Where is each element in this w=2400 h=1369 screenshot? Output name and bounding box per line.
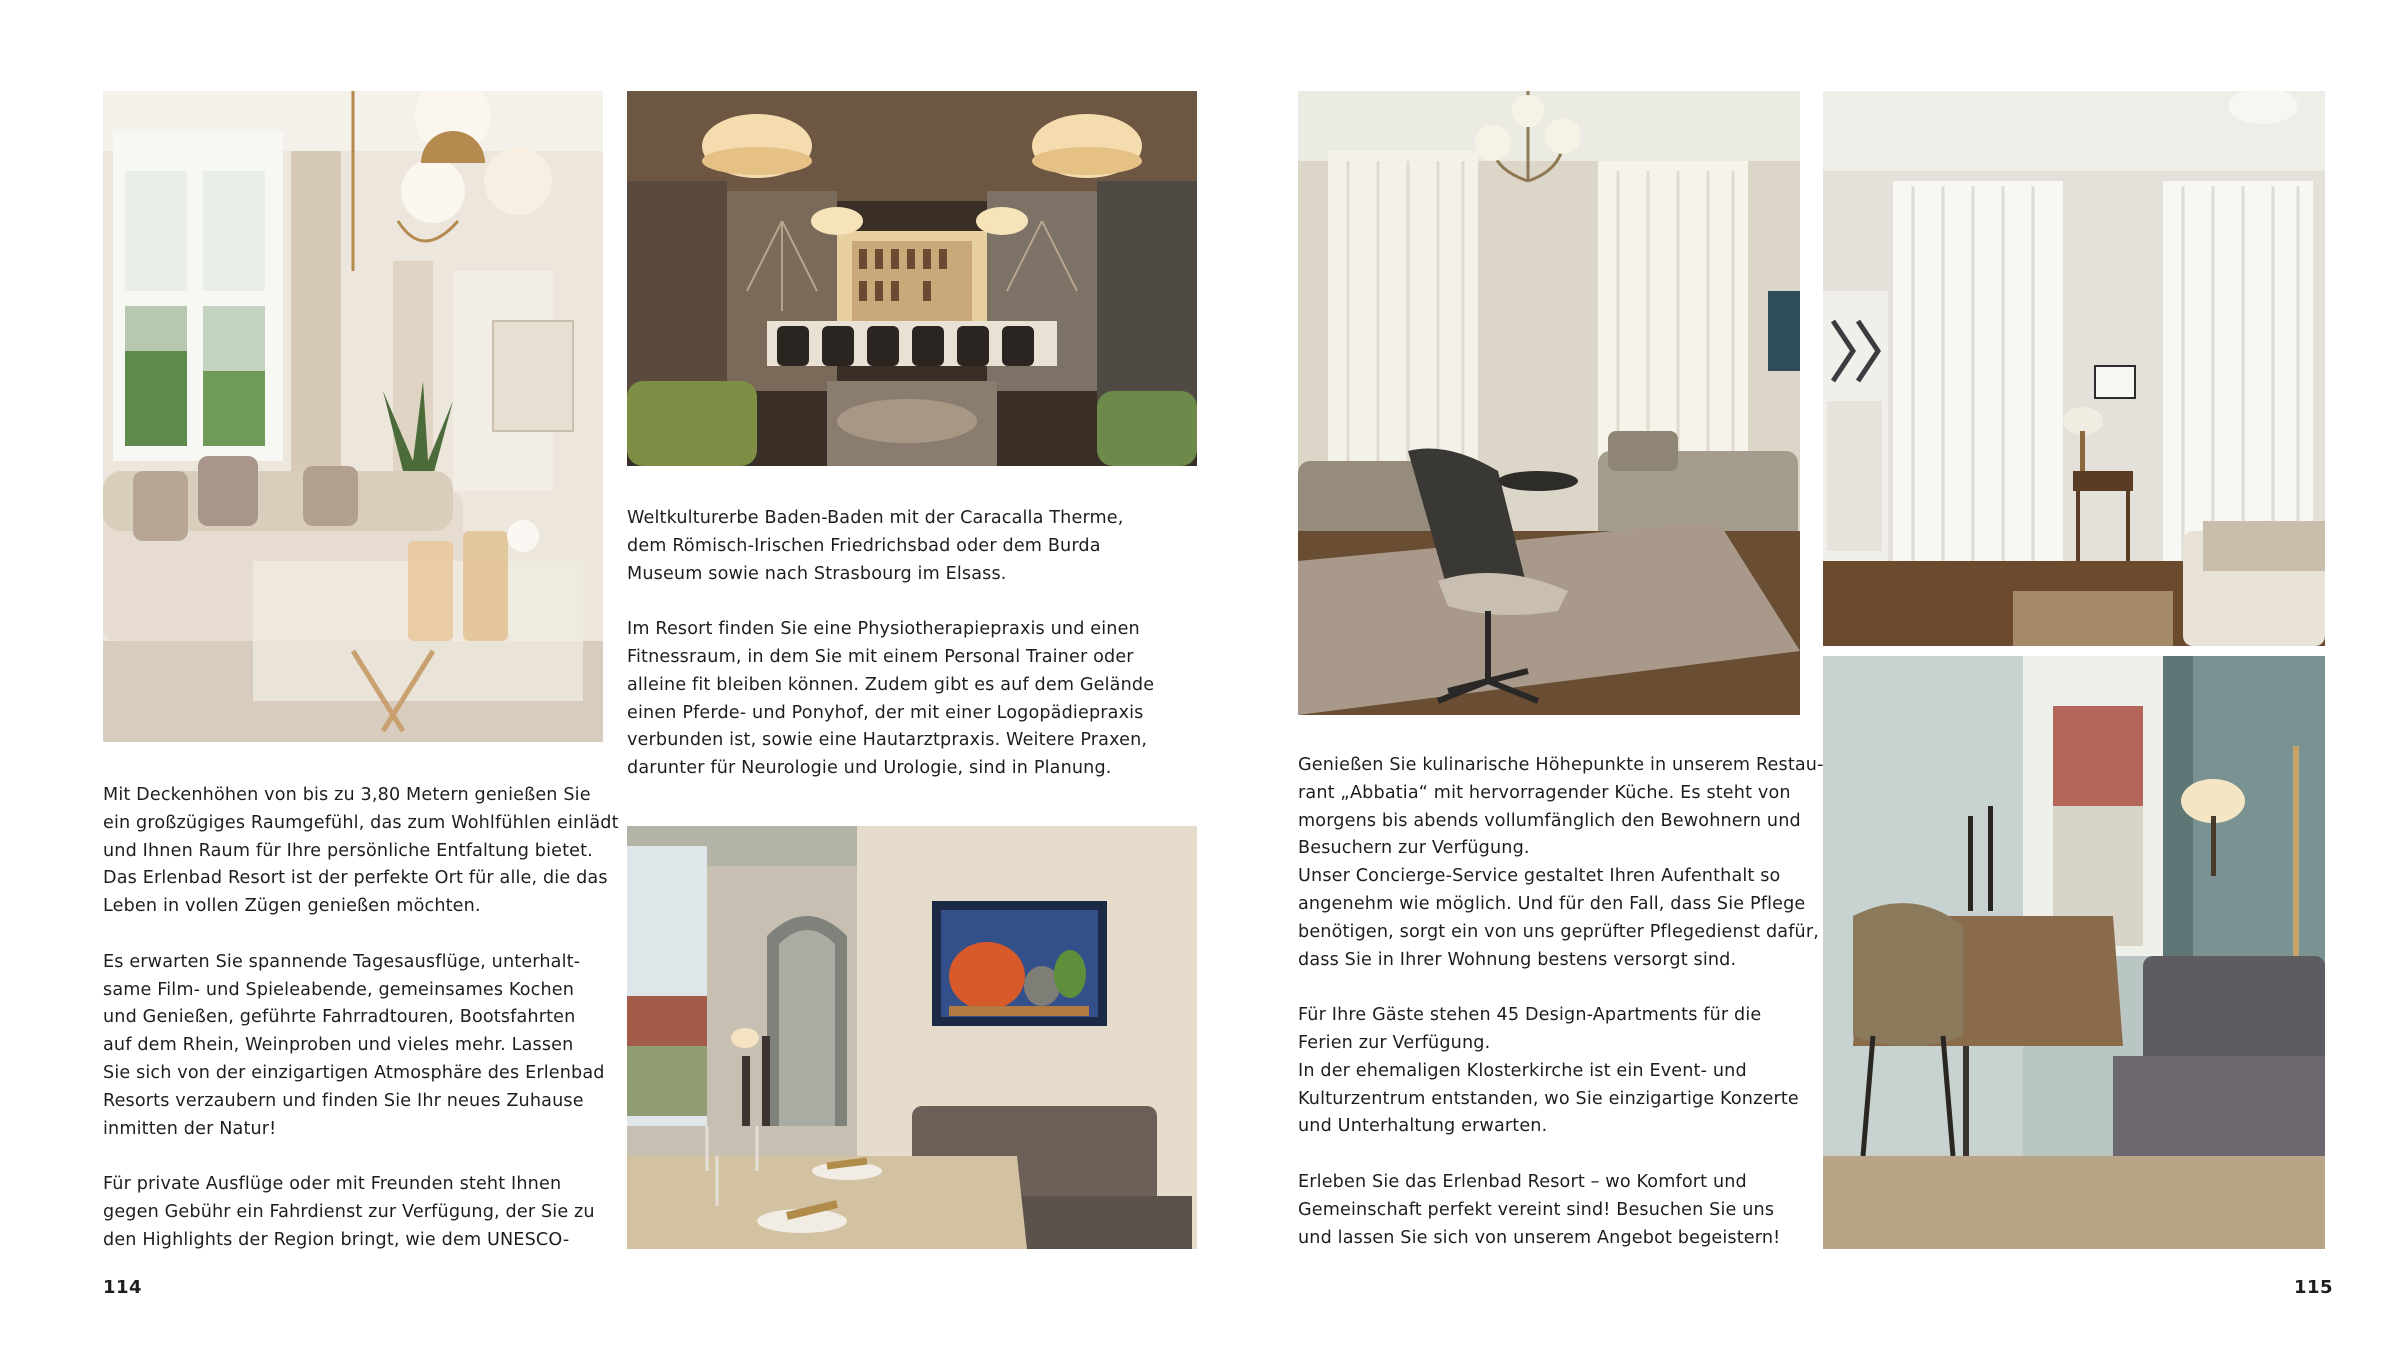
- dining-room-photo: [627, 826, 1197, 1249]
- text-paragraph: Für private Ausflüge oder mit Freunden steht Ihnen gegen Gebühr ein Fahrdienst zur Verfügung, der Sie zu den Highlights der Region bringt, wie dem UNESCO-: [103, 1174, 595, 1250]
- dining-nook-photo: [1823, 656, 2325, 1249]
- text-paragraph: Weltkulturerbe Baden-Baden mit der Caracalla Therme, dem Römisch-Irischen Friedrichsbad oder dem Burda Museum sowie nach Strasbourg im Elsass.: [627, 508, 1124, 584]
- text-paragraph: Im Resort finden Sie eine Physiotherapiepraxis und einen Fitnessraum, in dem Sie mit einem Personal Trainer oder alleine fit bleiben können. Zudem gibt es auf dem Gelände einen Pferde- und Ponyhof, der mit einer Logopädiepraxis verbunden ist, sowie eine Hautarztpraxis. Weitere Praxen, darunter für Neurologie und Urologie, sind in Planung.: [627, 619, 1155, 779]
- bedroom-photo: [1823, 91, 2325, 646]
- left-page-text-column-2: [627, 505, 1197, 783]
- page-number-right: 115: [2294, 1277, 2334, 1298]
- right-page-text-column: [1298, 752, 1838, 1252]
- text-paragraph: Für Ihre Gäste stehen 45 Design-Apartments für die Ferien zur Verfügung. In der ehemaligen Klosterkirche ist ein Event- und Kulturzentrum entstanden, wo Sie einzigartige Konzerte und Unterhaltung erwarten.: [1298, 1005, 1799, 1137]
- bar-lounge-photo: [627, 91, 1197, 466]
- lounge-armchair-photo: [1298, 91, 1800, 715]
- text-paragraph: Genießen Sie kulinarische Höhepunkte in unserem Restau- rant „Abbatia“ mit hervorragender Küche. Es steht von morgens bis abends vollumfänglich den Bewohnern und Besuchern zur Verfügung. Unser Concierge-Service gestaltet Ihren Aufenthalt so angenehm wie möglich. Und für den Fall, dass Sie Pflege benötigen, sorgt ein von uns geprüfter Pflegedienst dafür, dass Sie in Ihrer Wohnung bestens versorgt sind.: [1298, 755, 1824, 970]
- text-paragraph: Erleben Sie das Erlenbad Resort – wo Komfort und Gemeinschaft perfekt vereint sind! Besuchen Sie uns und lassen Sie sich von unserem Angebot begeistern!: [1298, 1171, 1781, 1248]
- text-paragraph: Es erwarten Sie spannende Tagesausflüge, unterhalt- same Film- und Spieleabende, gemeinsames Kochen und Genießen, geführte Fahrradtouren, Bootsfahrten auf dem Rhein, Weinproben und vieles mehr. Lassen Sie sich von der einzigartigen Atmosphäre des Erlenbad Resorts verzaubern und finden Sie Ihr neues Zuhause inmitten der Natur!: [103, 951, 605, 1139]
- living-room-photo: [103, 91, 603, 742]
- left-page-text-column-1: [103, 782, 643, 1255]
- text-paragraph: Mit Deckenhöhen von bis zu 3,80 Metern genießen Sie ein großzügiges Raumgefühl, das zum Wohlfühlen einlädt und Ihnen Raum für Ihre persönliche Entfaltung bietet. Das Erlenbad Resort ist der perfekte Ort für alle, die das Leben in vollen Zügen genießen möchten.: [103, 785, 619, 917]
- page-number-left: 114: [103, 1277, 143, 1298]
